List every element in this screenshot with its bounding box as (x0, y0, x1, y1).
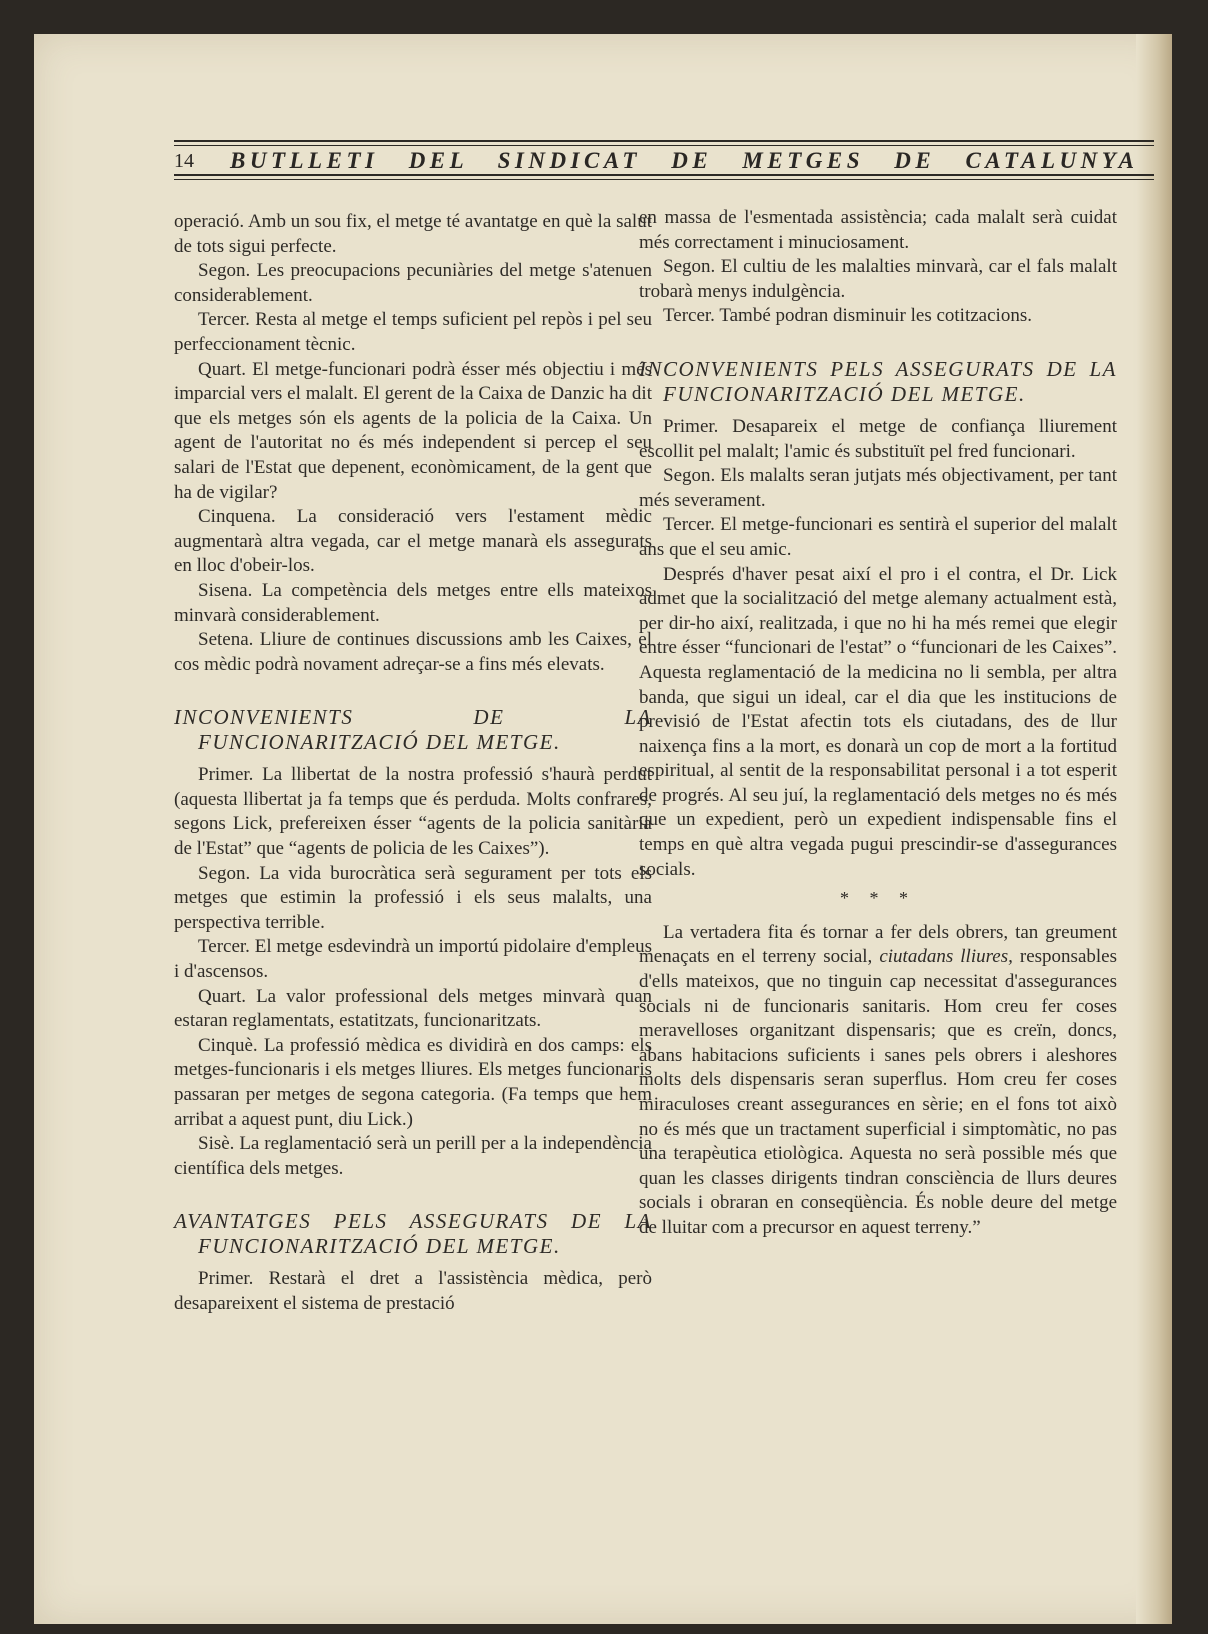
section-heading: AVANTATGES PELS ASSEGURATS DE LA FUNCIONARITZACIÓ DEL METGE. (174, 1209, 652, 1259)
header-rule-bottom-thin (174, 179, 1154, 180)
paragraph (639, 921, 1117, 1241)
document-page (34, 34, 1172, 1624)
emphasis-text: ciutadans lliures, (879, 946, 1013, 968)
text-run: La vertadera fita és tornar a fer dels obrers, tan greument menaçats en el terreny social, (639, 921, 1117, 968)
paragraph: Sisena. La competència dels metges entre ells mateixos minvarà considerablement. (174, 579, 652, 626)
left-column (174, 210, 652, 1317)
paragraph: Tercer. El metge-funcionari es sentirà el superior del malalt ans que el seu amic. (639, 514, 1117, 560)
paragraph: Sisè. La reglamentació serà un perill per a la independència científica dels metges. (174, 1133, 652, 1179)
paragraph: en massa de l'esmentada assistència; cada malalt serà cuidat més correctament i minuciosament. (639, 207, 1117, 253)
paragraph: Segon. La vida burocràtica serà segurament per tots els metges que estimin la professió i els seus malalts, una perspectiva terrible. (174, 862, 652, 933)
paragraph: Quart. El metge-funcionari podrà ésser més objectiu i més imparcial vers el malalt. El gerent de la Caixa de Danzic ha dit que els metges són els agents de la policia de la Caixa. Un agent de l'autoritat no és més independent si percep el seu salari de l'Estat que depenent, econòmicament, de la gent que ha de vigilar? (174, 358, 652, 503)
header-rule-top (174, 140, 1154, 142)
right-column (639, 206, 1117, 1241)
paragraph: Setena. Lliure de continues discussions amb les Caixes, el cos mèdic podrà novament adreçar-se a fins més elevats. (174, 629, 652, 675)
paragraph: Tercer. El metge esdevindrà un importú pidolaire d'empleus i d'ascensos. (174, 936, 652, 983)
section-separator: * * * (840, 888, 916, 909)
section-heading: INCONVENIENTS PELS ASSEGURATS DE LA FUNCIONARITZACIÓ DEL METGE. (639, 356, 1117, 406)
paragraph: Tercer. També podran disminuir les cotitzacions. (663, 305, 1032, 327)
paragraph: Cinquè. La professió mèdica es dividirà en dos camps: els metges-funcionaris i els metges lliures. Els metges funcionaris passaran per metges de segona categoria. (Fa temps que hem arribat a aquest punt, diu Lick.) (174, 1034, 652, 1130)
running-title: BUTLLETI DEL SINDICAT DE METGES DE CATALUNYA (230, 148, 1139, 173)
paragraph: Tercer. Resta al metge el temps suficient pel repòs i pel seu perfeccionament tècnic. (174, 309, 652, 355)
paragraph: Primer. Desapareix el metge de confiança lliurement escollit pel malalt; l'amic és substituït pel fred funcionari. (639, 415, 1117, 462)
page-number: 14 (174, 150, 194, 172)
paragraph: Segon. El cultiu de les malalties minvarà, car el fals malalt trobarà menys indulgència. (639, 256, 1117, 302)
paragraph: Cinquena. La consideració vers l'estament mèdic augmentarà altra vegada, car el metge manarà els assegurats en lloc d'obeir-los. (174, 506, 652, 577)
paragraph: Segon. Els malalts seran jutjats més objectivament, per tant més severament. (639, 465, 1117, 511)
page-edge (1136, 34, 1172, 1624)
paragraph: Després d'haver pesat així el pro i el contra, el Dr. Lick admet que la socialització del metge alemany actualment està, per dir-ho així, realitzada, i que no hi ha més remei que elegir entre ésser “funcionari de l'estat” o “funcionari de les Caixes”. Aquesta reglamentació de la medicina no li sembla, per altra banda, que sigui un ideal, car el dia que les institucions de previsió de l'Estat afectin tots els ciutadans, des de llur naixença fins a la mort, es donarà un cop de mort a la fortitud espiritual, al sentit de la responsabilitat personal i a tot esperit de progrés. Al seu juí, la reglamentació dels metges no és més que un expedient, però un expedient indispensable fins el temps en què altra vegada pugui prescindir-se d'assegurances socials. (639, 563, 1117, 880)
paragraph: Primer. La llibertat de la nostra professió s'haurà perdut (aquesta llibertat ja fa temps que és perduda. Molts confrares, segons Lick, prefereixen ésser “agents de la policia sanitària de l'Estat” que “agents de policia de les Caixes”). (174, 764, 652, 860)
paragraph: Quart. La valor professional dels metges minvarà quan estaran reglamentats, estatitzats, funcionaritzats. (174, 985, 652, 1032)
paragraph: Primer. Restarà el dret a l'assistència mèdica, però desapareixent el sistema de prestació (174, 1268, 652, 1314)
section-heading: INCONVENIENTS DE LA FUNCIONARITZACIÓ DEL METGE. (174, 705, 652, 755)
page-header (174, 104, 1154, 194)
paragraph: Segon. Les preocupacions pecuniàries del metge s'atenuen considerablement. (174, 260, 652, 306)
header-rule-bottom (174, 174, 1154, 176)
text-run: responsables d'ells mateixos, que no tinguin cap necessitat d'assegurances socials ni de funcionaris sanitaris. Hom creu fer coses meravelloses organitzant dispensaris; que es creïn, doncs, abans habitacions suficients i sanes pels obrers i aleshores molts dels dispensaris seran superflus. Hom creu fer coses miraculoses creant assegurances en sèrie; en el fons tot això no és més que un tractament superficial i simptomàtic, no pas una terapèutica etiològica. Aquesta no serà possible més que quan les classes dirigents tindran consciència de llurs deures socials i obraran en conseqüència. És noble deure del metge de lluitar com a precursor en aquest terreny.” (639, 946, 1117, 1238)
header-rule-top-thin (174, 145, 1154, 146)
paragraph: operació. Amb un sou fix, el metge té avantatge en què la salut de tots sigui perfecte. (174, 211, 652, 257)
